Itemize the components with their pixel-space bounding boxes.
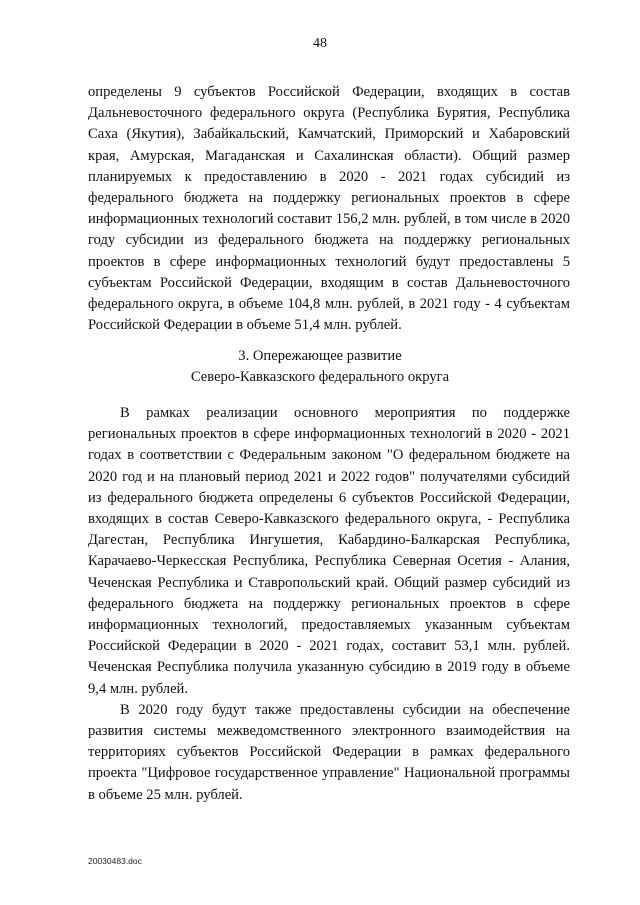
paragraph-3: В 2020 году будут также предоставлены субсидии на обеспечение развития системы межведомственного электронного взаимодействия на территориях субъектов Российской Федерации в рамках федерального проекта "Цифровое государственное управление" Национальной программы в объеме 25 млн. рублей.: [88, 701, 570, 803]
page-number: 48: [313, 36, 327, 51]
section-heading-line-2: Северо-Кавказского федерального округа: [190, 369, 450, 386]
paragraph-1: определены 9 субъектов Российской Федерации, входящих в состав Дальневосточного федерального округа (Республика Бурятия, Республика Саха (Якутия), Забайкальский, Камчатский, Приморский и Хабаровский края, Амурская, Магаданская и Сахалинская области). Общий размер планируемых к предоставлению в 2020 - 2021 годах субсидий из федерального бюджета на поддержку региональных проектов в сфере информационных технологий составит 156,2 млн. рублей, в том числе в 2020 году субсидии из федерального бюджета на поддержку региональных проектов в сфере информационных технологий будут предоставлены 5 субъектам Российской Федерации, входящим в состав Дальневосточного федерального округа, в объеме 104,8 млн. рублей, в 2021 году - 4 субъектам Российской Федерации в объеме 51,4 млн. рублей.: [88, 84, 570, 334]
section-heading-line-1: 3. Опережающее развитие: [238, 348, 402, 364]
paragraph-2: В рамках реализации основного мероприятия по поддержке региональных проектов в сфере информационных технологий в 2020 - 2021 годах в соответствии с Федеральным законом "О федеральном бюджете на 2020 год и на плановый период 2021 и 2022 годов" получателями субсидий из федерального бюджета определены 6 субъектов Российской Федерации, входящих в состав Северо-Кавказского федерального округа, - Республика Дагестан, Республика Ингушетия, Кабардино-Балкарская Республика, Карачаево-Черкесская Республика, Республика Северная Осетия - Алания, Чеченская Республика и Ставропольский край. Общий размер субсидий из федерального бюджета на поддержку региональных проектов в сфере информационных технологий, предоставляемых указанным субъектам Российской Федерации в 2020 - 2021 годах, составит 53,1 млн. рублей. Чеченская Республика получила указанную субсидию в 2019 году в объеме 9,4 млн. рублей.: [88, 405, 570, 697]
section-heading: [0, 346, 640, 388]
footer-filename: 20030483.doc: [88, 856, 142, 866]
body-text-block-2: [88, 403, 570, 806]
body-text-block-1: [88, 82, 570, 336]
